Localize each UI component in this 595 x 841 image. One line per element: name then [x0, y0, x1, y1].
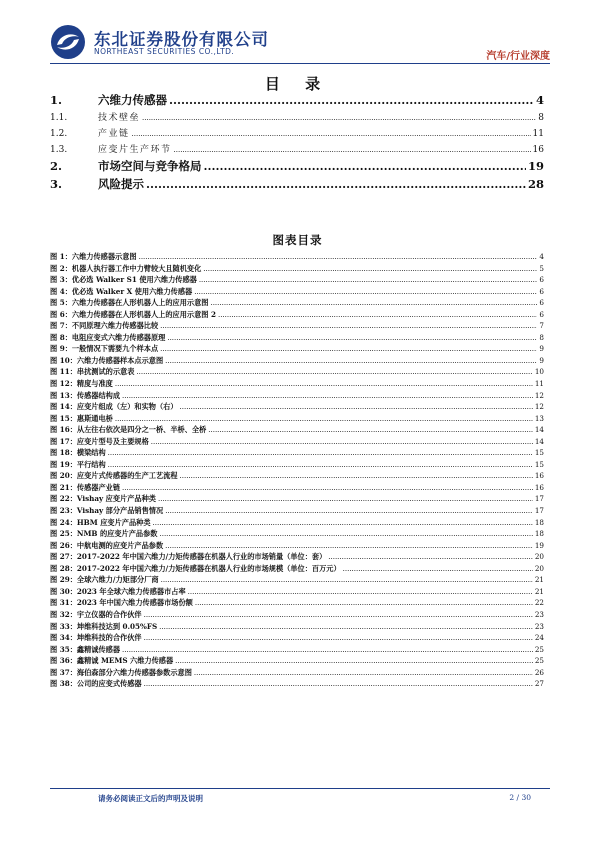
- figure-page: 16: [534, 482, 544, 492]
- header-divider: [50, 63, 550, 64]
- figure-title: 坤维科技达到 0.05%FS: [76, 621, 158, 631]
- figure-entry[interactable]: [50, 413, 544, 425]
- figure-entry[interactable]: [50, 551, 544, 563]
- dot-leader: [159, 622, 533, 634]
- dot-leader: [160, 321, 537, 333]
- dot-leader: [122, 483, 533, 495]
- figure-entry[interactable]: [50, 644, 544, 656]
- figure-title: 六维力传感器在人形机器人上的应用示意图 2: [71, 309, 216, 319]
- figure-page: 24: [534, 633, 544, 643]
- figures-list-title: 图表目录: [272, 233, 323, 247]
- figure-page: 21: [534, 575, 544, 585]
- figure-page: 10: [534, 367, 544, 377]
- figure-page: 27: [534, 679, 544, 689]
- dot-leader: [203, 264, 537, 276]
- figure-entry[interactable]: [50, 505, 544, 517]
- dot-leader: [199, 275, 538, 287]
- dot-leader: [175, 656, 533, 668]
- figure-page: 14: [534, 436, 544, 446]
- figure-title: NMB 的应变片产品参数: [76, 529, 158, 539]
- figure-entry[interactable]: [50, 678, 544, 690]
- figure-label: 图 16：: [50, 425, 77, 435]
- figure-label: 图 24：: [50, 517, 77, 527]
- figure-label: 图 3：: [50, 275, 72, 285]
- figure-entry[interactable]: [50, 251, 544, 263]
- figure-page: 15: [534, 448, 544, 458]
- figure-label: 图 18：: [50, 448, 77, 458]
- dot-leader: [108, 448, 533, 460]
- figure-title: 机器人执行器工作中力臂较大且随机变化: [71, 263, 202, 273]
- toc-entry-title: 应变片生产环节: [98, 145, 172, 155]
- report-type-tag: 汽车/行业深度: [486, 51, 550, 62]
- dot-leader: [144, 610, 533, 622]
- figure-title: 应变片式传感器的生产工艺流程: [76, 471, 178, 481]
- figure-entry[interactable]: [50, 401, 544, 413]
- toc-entry[interactable]: [50, 126, 544, 142]
- figure-page: 17: [534, 506, 544, 516]
- figure-title: 平行结构: [76, 459, 106, 469]
- toc-entry-page: 28: [527, 177, 544, 191]
- figure-title: 六维力传感器在人形机器人上的应用示意图: [71, 298, 209, 308]
- toc-entry[interactable]: [50, 142, 544, 158]
- dot-leader: [165, 356, 537, 368]
- figure-title: 横梁结构: [76, 448, 106, 458]
- figure-label: 图 4：: [50, 286, 72, 296]
- figure-title: 2023 年中国六维力传感器市场份额: [76, 598, 193, 608]
- figure-page: 7: [539, 321, 544, 331]
- dot-leader: [208, 425, 533, 437]
- figure-label: 图 7：: [50, 321, 72, 331]
- figure-title: Vishay 应变片产品种类: [76, 494, 156, 504]
- page-header: [50, 20, 550, 64]
- dot-leader: [167, 333, 537, 345]
- figure-entry[interactable]: [50, 332, 544, 344]
- dot-leader: [188, 587, 533, 599]
- figure-label: 图 25：: [50, 529, 77, 539]
- figure-label: 图 8：: [50, 332, 72, 342]
- dot-leader: [160, 344, 537, 356]
- figure-title: 公司的应变式传感器: [76, 679, 142, 689]
- toc-entry-page: 8: [538, 113, 544, 123]
- figure-page: 26: [534, 667, 544, 677]
- figure-page: 17: [534, 494, 544, 504]
- figure-title: 惠斯通电桥: [76, 413, 113, 423]
- toc-entry-page: 19: [527, 159, 544, 173]
- dot-leader: [343, 564, 533, 576]
- toc-entry[interactable]: [50, 176, 544, 194]
- figure-title: 2017-2022 年中国六维力/力矩传感器在机器人行业的市场销量（单位：套）: [76, 552, 327, 562]
- toc-entry-title: 技术壁垒: [98, 113, 141, 123]
- dot-leader: [142, 114, 536, 122]
- figure-title: 应变片组成（左）和实物（右）: [76, 402, 178, 412]
- figure-title: 六维力传感器样本点示意图: [76, 355, 164, 365]
- figure-label: 图 21：: [50, 482, 77, 492]
- figure-label: 图 34：: [50, 633, 77, 643]
- figure-title: 优必选 Walker S1 使用六维力传感器: [71, 275, 197, 285]
- toc-entry-number: 3.: [50, 177, 63, 191]
- toc-entry-number: 1.: [50, 93, 63, 107]
- figure-entry[interactable]: [50, 297, 544, 309]
- dot-leader: [122, 391, 533, 403]
- company-name-cn: 东北证券股份有限公司: [94, 30, 269, 49]
- figure-label: 图 15：: [50, 413, 77, 423]
- dot-leader: [151, 437, 533, 449]
- toc-entry-number: 1.2.: [50, 129, 68, 139]
- footer-disclaimer: 请务必阅读正文后的声明及说明: [98, 794, 203, 803]
- figure-label: 图 30：: [50, 586, 77, 596]
- figure-title: 鑫精诚传感器: [76, 644, 121, 654]
- page-indicator: 2 / 30: [509, 793, 531, 802]
- figure-page: 6: [539, 309, 544, 319]
- figure-label: 图 27：: [50, 552, 77, 562]
- figure-page: 25: [534, 656, 544, 666]
- dot-leader: [153, 518, 533, 530]
- figure-label: 图 35：: [50, 644, 77, 654]
- toc-entry[interactable]: [50, 110, 544, 126]
- figure-entry[interactable]: [50, 609, 544, 621]
- dot-leader: [195, 598, 533, 610]
- figure-page: 9: [539, 344, 544, 354]
- figure-page: 16: [534, 471, 544, 481]
- figure-title: 精度与准度: [76, 379, 113, 389]
- figure-label: 图 26：: [50, 540, 77, 550]
- figure-entry[interactable]: [50, 355, 544, 367]
- dot-leader: [136, 367, 532, 379]
- figure-entry[interactable]: [50, 286, 544, 298]
- table-of-contents: [50, 92, 544, 194]
- figure-page: 19: [534, 540, 544, 550]
- figure-label: 图 1：: [50, 252, 72, 261]
- figure-title: Vishay 部分产品销售情况: [76, 506, 164, 516]
- figure-title: 鑫精诚 MEMS 六维力传感器: [76, 656, 174, 666]
- figure-title: HBM 应变片产品种类: [76, 517, 151, 527]
- footer-divider: [50, 788, 550, 789]
- dot-leader: [174, 146, 531, 154]
- company-name-en: NORTHEAST SECURITIES CO.,LTD.: [94, 47, 235, 56]
- figure-page: 21: [534, 586, 544, 596]
- toc-entry-number: 1.3.: [50, 145, 68, 155]
- figure-label: 图 36：: [50, 656, 77, 666]
- dot-leader: [218, 310, 537, 322]
- figure-title: 中航电测的应变片产品参数: [76, 540, 164, 550]
- figure-entry[interactable]: [50, 563, 544, 575]
- dot-leader: [161, 575, 533, 587]
- figure-entry[interactable]: [50, 447, 544, 459]
- figure-entry[interactable]: [50, 517, 544, 529]
- figure-title: 六维力传感器示意图: [71, 252, 137, 261]
- figure-entry[interactable]: [50, 482, 544, 494]
- figure-entry[interactable]: [50, 424, 544, 436]
- figure-title: 全球六维力/力矩部分厂商: [76, 575, 159, 585]
- figure-label: 图 29：: [50, 575, 77, 585]
- figure-label: 图 5：: [50, 298, 72, 308]
- figure-title: 宇立仪器的合作伙伴: [76, 609, 142, 619]
- figure-page: 20: [534, 563, 544, 573]
- figure-page: 5: [539, 263, 544, 273]
- figure-title: 不同原理六维力传感器比较: [71, 321, 159, 331]
- figure-label: 图 37：: [50, 667, 77, 677]
- figure-entry[interactable]: [50, 655, 544, 667]
- figure-entry[interactable]: [50, 343, 544, 355]
- figure-label: 图 22：: [50, 494, 77, 504]
- figure-entry[interactable]: [50, 320, 544, 332]
- figure-label: 图 23：: [50, 506, 77, 516]
- figure-page: 18: [534, 517, 544, 527]
- figure-label: 图 9：: [50, 344, 72, 354]
- figure-label: 图 20：: [50, 471, 77, 481]
- figure-title: 坤维科技的合作伙伴: [76, 633, 142, 643]
- figure-page: 12: [534, 402, 544, 412]
- dot-leader: [160, 529, 533, 541]
- figure-page: 15: [534, 459, 544, 469]
- figure-page: 8: [539, 332, 544, 342]
- figure-title: 海伯森部分六维力传感器参数示意图: [76, 667, 192, 677]
- figure-label: 图 14：: [50, 402, 77, 412]
- figure-label: 图 13：: [50, 390, 77, 400]
- figures-list: [50, 251, 544, 690]
- figure-page: 18: [534, 529, 544, 539]
- toc-entry-page: 16: [532, 145, 544, 155]
- toc-entry-title: 风险提示: [98, 177, 144, 191]
- toc-entry[interactable]: [50, 92, 544, 110]
- figure-page: 6: [539, 298, 544, 308]
- figure-entry[interactable]: [50, 309, 544, 321]
- toc-entry-number: 2.: [50, 159, 63, 173]
- figure-title: 2017-2022 年中国六维力/力矩传感器在机器人行业的市场规模（单位：百万元）: [76, 563, 341, 573]
- figure-entry[interactable]: [50, 378, 544, 390]
- figure-page: 9: [539, 355, 544, 365]
- company-logo-icon: [50, 24, 86, 60]
- dot-leader: [204, 159, 526, 173]
- toc-entry-page: 4: [535, 93, 544, 107]
- figure-label: 图 19：: [50, 459, 77, 469]
- figure-page: 23: [534, 621, 544, 631]
- figure-title: 传感器产业链: [76, 482, 121, 492]
- figure-title: 串扰测试的示意表: [76, 367, 135, 377]
- figure-label: 图 33：: [50, 621, 77, 631]
- dot-leader: [169, 93, 534, 107]
- figure-page: 13: [534, 413, 544, 423]
- figure-entry[interactable]: [50, 470, 544, 482]
- figure-label: 图 2：: [50, 263, 72, 273]
- dot-leader: [194, 668, 533, 680]
- dot-leader: [144, 679, 533, 691]
- figure-page: 20: [534, 552, 544, 562]
- figure-title: 传感器结构成: [76, 390, 121, 400]
- dot-leader: [194, 287, 537, 299]
- figure-title: 从左往右依次是四分之一桥、半桥、全桥: [76, 425, 207, 435]
- dot-leader: [180, 471, 533, 483]
- figure-page: 6: [539, 286, 544, 296]
- toc-entry-title: 产业链: [98, 129, 130, 139]
- figure-title: 优必选 Walker X 使用六维力传感器: [71, 286, 193, 296]
- figure-entry[interactable]: [50, 390, 544, 402]
- toc-entry-title: 六维力传感器: [98, 93, 167, 107]
- figure-entry[interactable]: [50, 459, 544, 471]
- figure-entry[interactable]: [50, 574, 544, 586]
- figure-page: 6: [539, 275, 544, 285]
- figure-title: 应变片型号及主要规格: [76, 436, 149, 446]
- dot-leader: [115, 379, 533, 391]
- figure-entry[interactable]: [50, 586, 544, 598]
- figure-entry[interactable]: [50, 274, 544, 286]
- figure-entry[interactable]: [50, 263, 544, 275]
- figure-label: 图 31：: [50, 598, 77, 608]
- figure-label: 图 28：: [50, 563, 77, 573]
- dot-leader: [122, 645, 533, 657]
- figure-entry[interactable]: [50, 667, 544, 679]
- dot-leader: [180, 402, 533, 414]
- toc-entry-page: 11: [532, 129, 544, 139]
- dot-leader: [165, 506, 533, 518]
- figure-entry[interactable]: [50, 632, 544, 644]
- figure-page: 25: [534, 644, 544, 654]
- figure-page: 12: [534, 390, 544, 400]
- figure-label: 图 10：: [50, 355, 77, 365]
- toc-title: 目 录: [264, 75, 331, 93]
- figure-entry[interactable]: [50, 528, 544, 540]
- dot-leader: [328, 552, 533, 564]
- toc-entry[interactable]: [50, 158, 544, 176]
- figure-page: 23: [534, 609, 544, 619]
- figure-label: 图 12：: [50, 379, 77, 389]
- figure-page: 14: [534, 425, 544, 435]
- figure-label: 图 38：: [50, 679, 77, 689]
- dot-leader: [146, 177, 526, 191]
- figure-title: 电阻应变式六维力传感器原理: [71, 332, 166, 342]
- figure-title: 一般情况下需要九个样本点: [71, 344, 159, 354]
- figure-page: 11: [534, 379, 544, 389]
- figure-title: 2023 年全球六维力传感器市占率: [76, 586, 186, 596]
- figure-entry[interactable]: [50, 540, 544, 552]
- figure-entry[interactable]: [50, 597, 544, 609]
- figure-entry[interactable]: [50, 366, 544, 378]
- dot-leader: [210, 298, 537, 310]
- figure-entry[interactable]: [50, 621, 544, 633]
- figure-entry[interactable]: [50, 436, 544, 448]
- dot-leader: [132, 130, 531, 138]
- figure-label: 图 11：: [50, 367, 77, 377]
- figure-label: 图 32：: [50, 609, 77, 619]
- figure-label: 图 6：: [50, 309, 72, 319]
- figure-page: 4: [539, 252, 544, 261]
- figure-page: 22: [534, 598, 544, 608]
- dot-leader: [158, 494, 533, 506]
- toc-entry-number: 1.1.: [50, 113, 68, 123]
- dot-leader: [144, 633, 533, 645]
- toc-entry-title: 市场空间与竞争格局: [98, 159, 202, 173]
- figure-label: 图 17：: [50, 436, 77, 446]
- figure-entry[interactable]: [50, 493, 544, 505]
